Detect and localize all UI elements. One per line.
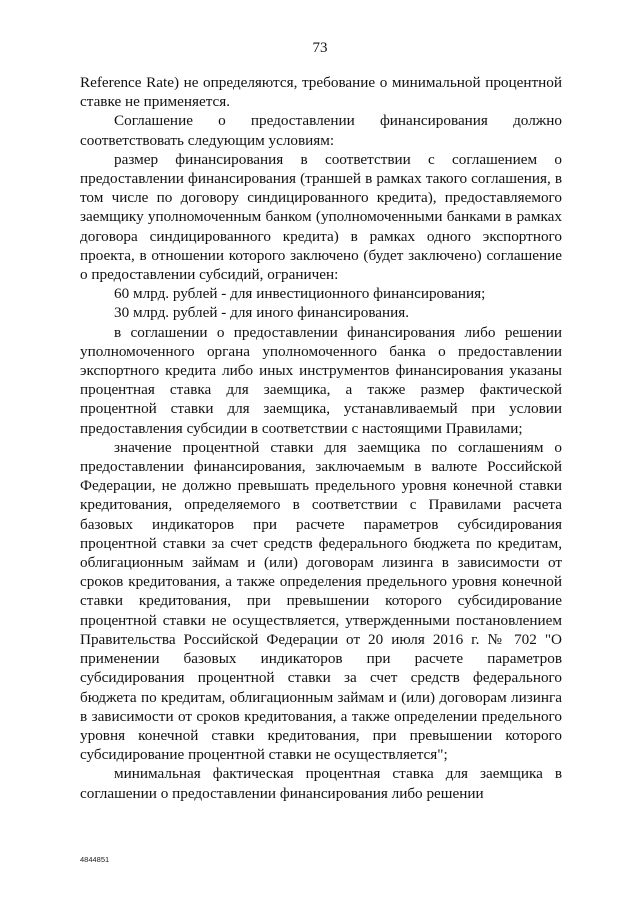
paragraph: значение процентной ставки для заемщика по соглашениям о предоставлении финансирования, заключаемым в валюте Российской Федерации, не должно превышать предельного уровня конечной ставки кредитования, определяемого в соответствии с Правилами расчета базовых индикаторов при расчете параметров субсидирования процентной ставки за счет средств федерального бюджета по кредитам, облигационным займам и (или) договорам лизинга в зависимости от сроков кредитования, а также определения предельного уровня конечной ставки кредитования, при превышении которого субсидирование процентной ставки не осуществляется, утвержденными постановлением Правительства Российской Федерации от 20 июля 2016 г. № 702 "О применении базовых индикаторов при расчете параметров субсидирования процентной ставки за счет средств федерального бюджета по кредитам, облигационным займам и (или) договорам лизинга в зависимости от сроков кредитования, а также определении предельного уровня конечной ставки кредитования, при превышении которого субсидирование процентной ставки не осуществляется";	[80, 438, 562, 764]
paragraph: в соглашении о предоставлении финансирования либо решении уполномоченного органа уполномоченного банка о предоставлении экспортного кредита либо иных инструментов финансирования указаны процентная ставка для заемщика, а также размер фактической процентной ставки для заемщика, устанавливаемый при условии предоставления субсидии в соответствии с настоящими Правилами;	[80, 323, 562, 437]
page-number: 73	[312, 40, 328, 56]
document-code: 4844851	[80, 855, 110, 864]
paragraph: 60 млрд. рублей - для инвестиционного финансирования;	[114, 285, 486, 303]
paragraph: Соглашение о предоставлении финансирования должно соответствовать следующим условиям:	[80, 112, 562, 149]
paragraph: размер финансирования в соответствии с соглашением о предоставлении финансирования (траншей в рамках такого соглашения, в том числе по договору синдицированного кредита), предоставляемого заемщику уполномоченным банком (уполномоченными банками в рамках договора синдицированного кредита) в рамках одного экспортного проекта, в отношении которого заключено (будет заключено) соглашение о предоставлении субсидий, ограничен:	[80, 150, 562, 284]
paragraph: минимальная фактическая процентная ставка для заемщика в соглашении о предоставлении финансирования либо решении	[80, 765, 562, 802]
paragraph: 30 млрд. рублей - для иного финансирования.	[114, 304, 410, 322]
body-text	[80, 73, 562, 803]
paragraph: Reference Rate) не определяются, требование о минимальной процентной ставке не применяется.	[80, 74, 562, 111]
